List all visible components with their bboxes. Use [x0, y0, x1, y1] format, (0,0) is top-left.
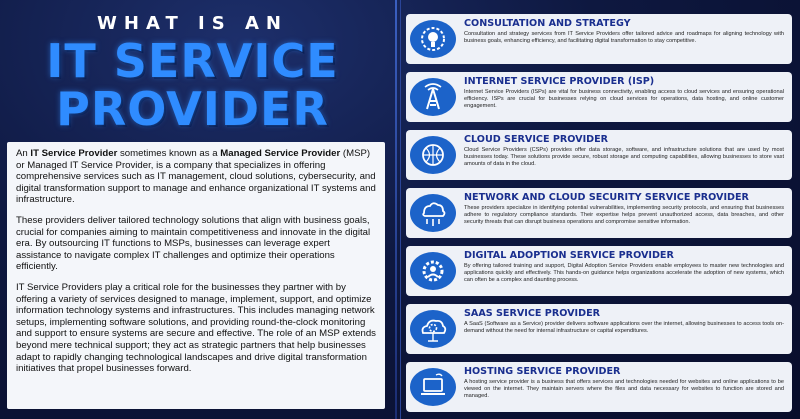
hero	[0, 0, 385, 140]
card-description: A SaaS (Software as a Service) provider delivers software applications over the internet, allowing businesses to access tools on-demand without the need for internal infrastructure or capital expenditures.	[464, 321, 784, 334]
antenna-tower-icon	[409, 77, 457, 117]
intro-paragraph-2: These providers deliver tailored technology solutions that align with business goals, crucial for companies aiming to maintain competitiveness and innovate in the digital era. By outsourcing IT functions to MSPs, businesses can leverage expert assistance to navigate complex IT challenges and optimize their operations efficiently.	[16, 214, 371, 273]
card-description: These providers specialize in identifying potential vulnerabilities, implementing security protocols, and ensuring that businesses adhere to regulatory compliance standards. Their expertise helps prevent unauthorized access, data breaches, and other security threats that can disrupt business operations and compromise sensitive information.	[464, 205, 784, 225]
hero-title-line1: IT SERVICE	[46, 34, 339, 88]
card-description: By offering tailored training and support, Digital Adoption Service Providers enable employees to master new technologies and applications quickly and effectively. This hands-on guidance helps organizations accelerate the adoption of new systems, which can often be a complex and daunting process.	[464, 263, 784, 283]
divider-line	[395, 0, 397, 419]
card-title: INTERNET SERVICE PROVIDER (ISP)	[464, 76, 655, 87]
card-description: Consultation and strategy services from IT Service Providers offer tailored advice and roadmaps for aligning technology with business goals, enhancing efficiency, and facilitating digital transformation to stay competitive.	[464, 31, 784, 44]
intro-paragraph-1: An IT Service Provider sometimes known as a Managed Service Provider (MSP) or Managed IT Service Provider, is a company that specializes in offering comprehensive services such as IT management, cloud solutions, cybersecurity, and digital transformation support to manage and enhance organizational IT systems and infrastructure.	[16, 148, 376, 206]
card-hosting	[406, 362, 792, 412]
intro-paragraph-3: IT Service Providers play a critical role for the businesses they partner with by offering a variety of services designed to manage, implement, support, and optimize information technology systems and infrastructures. This includes managing network setups, implementing software solutions, and providing round-the-clock monitoring and support to ensure systems are secure and effective. The role of an MSP extends beyond mere technical support; they act as strategic partners that help businesses adapt to rapidly changing technological landscapes and drive digital transformation initiatives that propel businesses forward.	[16, 281, 376, 375]
card-consultation-strategy	[406, 14, 792, 64]
card-title: CONSULTATION AND STRATEGY	[464, 18, 631, 29]
card-description: A hosting service provider is a business that offers services and technologies needed for websites and online applications to be viewed on the internet. They maintain servers where the files and data necessary for websites to function are stored and managed.	[464, 379, 784, 399]
card-title: NETWORK AND CLOUD SECURITY SERVICE PROVIDER	[464, 192, 749, 203]
lightbulb-gear-icon	[409, 19, 457, 59]
card-title: DIGITAL ADOPTION SERVICE PROVIDER	[464, 250, 674, 261]
card-title: CLOUD SERVICE PROVIDER	[464, 134, 609, 145]
card-title: SAAS SERVICE PROVIDER	[464, 308, 601, 319]
intro-panel	[7, 142, 385, 409]
card-description: Internet Service Providers (ISPs) are vital for business connectivity, enabling access to cloud services and ensuring operational efficiency. ISPs are crucial for businesses relying on cloud services for operations, data hosting, and online customer engagement.	[464, 89, 784, 109]
cloud-network-icon	[409, 135, 457, 175]
card-title: HOSTING SERVICE PROVIDER	[464, 366, 621, 377]
cloud-gear-icon	[409, 309, 457, 349]
laptop-hosting-icon	[409, 367, 457, 407]
cloud-lock-icon	[409, 193, 457, 233]
hero-subtitle: WHAT IS AN	[97, 13, 288, 34]
card-saas	[406, 304, 792, 354]
divider-line-thin	[400, 0, 401, 419]
hero-title-line2: PROVIDER	[56, 82, 329, 136]
card-network-cloud-security	[406, 188, 792, 238]
card-description: Cloud Service Providers (CSPs) provides offer data storage, software, and infrastructure solutions that are used by most businesses today. These solutions provide secure, robust storage and computing capabilities, allowing businesses to store vast amounts of data in the cloud.	[464, 147, 784, 167]
card-cloud-service	[406, 130, 792, 180]
gear-people-icon	[409, 251, 457, 291]
card-isp	[406, 72, 792, 122]
card-digital-adoption	[406, 246, 792, 296]
